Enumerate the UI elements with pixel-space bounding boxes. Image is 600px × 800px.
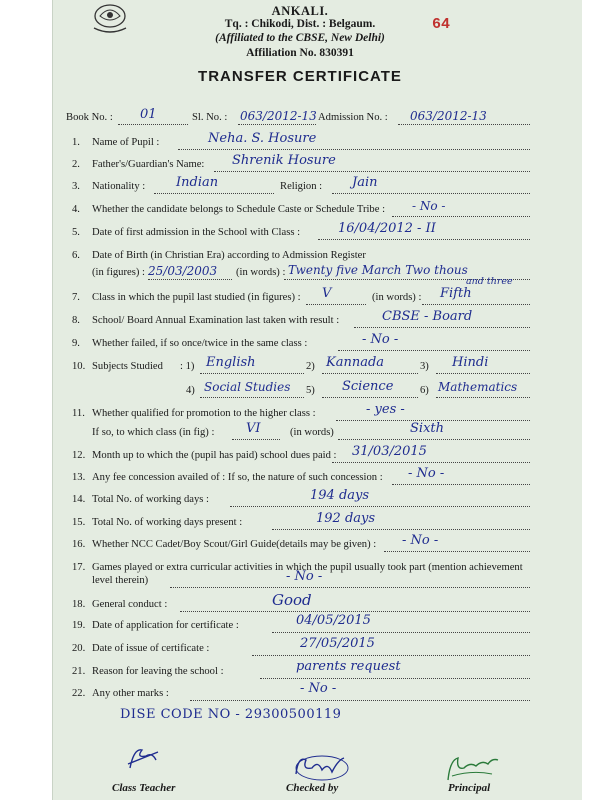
item-number: 13. [72,472,86,483]
issue-date-line [252,655,530,656]
application-date-line [272,632,530,633]
concession-label: Any fee concession availed of : If so, the nature of such concession : [92,472,383,483]
dues-line [332,462,530,463]
other-marks-line [190,700,530,701]
failed-label: Whether failed, if so once/twice in the same class : [92,338,308,349]
item-number: 10. [72,361,86,372]
subject-4-number: 4) [186,385,195,396]
class-teacher-signature-icon [124,742,164,774]
issue-date-value: 27/05/2015 [300,636,375,651]
book-line [118,124,188,125]
item-number: 6. [72,250,80,261]
sl-label: Sl. No. : [192,112,228,123]
days-present-label: Total No. of working days present : [92,517,243,528]
admission-label: Admission No. : [318,112,388,123]
dob-figures-line [148,279,232,280]
item-number: 9. [72,338,80,349]
failed-value: - No - [362,332,399,347]
item-number: 4. [72,204,80,215]
subject-5-value: Science [342,379,394,394]
item-number: 22. [72,688,86,699]
other-marks-value: - No - [300,681,337,696]
promotion-words-value: Sixth [410,421,444,436]
affiliation-note: (Affiliated to the CBSE, New Delhi) [215,32,385,44]
subject-5-number: 5) [306,385,315,396]
promotion-value: - yes - [366,402,405,417]
caste-line [392,216,530,217]
games-value: - No - [286,569,323,584]
item-number: 1. [72,137,80,148]
days-present-value: 192 days [316,511,376,526]
working-days-value: 194 days [310,488,370,503]
exam-line [354,327,530,328]
last-class-words-value: Fifth [440,286,472,301]
item-number: 16. [72,539,86,550]
religion-line [332,193,530,194]
ncc-value: - No - [402,533,439,548]
promotion-label: Whether qualified for promotion to the higher class : [92,408,316,419]
promotion-words-label: (in words) [290,427,334,438]
serial-number: 64 [432,16,451,33]
subject-5-line [322,397,418,398]
exam-value: CBSE - Board [382,309,473,324]
dob-words-continuation: and three [466,276,513,287]
last-class-words-label: (in words) : [372,292,422,303]
checked-by-signature-icon [292,752,350,782]
subject-4-value: Social Studies [204,380,291,394]
subject-6-value: Mathematics [438,380,518,394]
subject-2-number: 2) [306,361,315,372]
item-number: 8. [72,315,80,326]
guardian-value: Shrenik Hosure [232,153,336,168]
application-date-label: Date of application for certificate : [92,620,239,631]
promotion-class-value: VI [246,421,261,436]
leaving-reason-label: Reason for leaving the school : [92,666,224,677]
guardian-line [214,171,530,172]
promotion-class-label: If so, to which class (in fig) : [92,427,215,438]
subject-3-value: Hindi [452,355,489,370]
nationality-line [154,193,274,194]
religion-value: Jain [352,175,378,190]
first-admission-line [318,239,530,240]
exam-label: School/ Board Annual Examination last taken with result : [92,315,340,326]
ncc-line [384,551,530,552]
admission-line [398,124,530,125]
subject-6-line [436,397,530,398]
item-number: 14. [72,494,86,505]
caste-label: Whether the candidate belongs to Schedule Caste or Schedule Tribe : [92,204,386,215]
working-days-label: Total No. of working days : [92,494,209,505]
dues-value: 31/03/2015 [352,444,427,459]
nationality-label: Nationality : [92,181,146,192]
caste-value: - No - [412,199,446,213]
promotion-class-line [232,439,280,440]
concession-value: - No - [408,466,445,481]
leaving-reason-line [260,678,530,679]
subject-2-line [322,373,418,374]
item-number: 12. [72,450,86,461]
pupil-name-value: Neha. S. Hosure [208,131,317,146]
subject-1-line [200,373,304,374]
working-days-line [230,506,530,507]
application-date-value: 04/05/2015 [296,613,371,628]
subject-3-line [436,373,530,374]
item-number: 2. [72,159,80,170]
conduct-label: General conduct : [92,599,168,610]
subject-6-number: 6) [420,385,429,396]
days-present-line [272,529,530,530]
certificate-sheet [52,0,582,800]
item-number: 21. [72,666,86,677]
first-admission-value: 16/04/2012 - II [338,221,436,236]
dob-figures-label: (in figures) : [92,267,145,278]
item-number: 11. [72,408,85,419]
class-teacher-label: Class Teacher [112,782,176,794]
item-number: 19. [72,620,86,631]
last-class-figures-value: V [322,286,332,301]
item-number: 3. [72,181,80,192]
principal-signature-icon [442,752,502,784]
conduct-value: Good [272,591,312,609]
subject-3-number: 3) [420,361,429,372]
ncc-label: Whether NCC Cadet/Boy Scout/Girl Guide(details may be given) : [92,539,377,550]
games-label: Games played or extra curricular activities in which the pupil usually took part (mention achievement [92,562,523,573]
dob-figures-value: 25/03/2003 [148,264,218,278]
book-value: 01 [140,107,157,122]
games-label-continuation: level therein) [92,575,149,586]
sl-line [238,124,316,125]
admission-value: 063/2012-13 [410,109,487,123]
subjects-label: Subjects Studied [92,361,163,372]
pupil-name-label: Name of Pupil : [92,137,160,148]
school-place: ANKALI. [271,4,329,18]
dob-words-value: Twenty five March Two thous [288,263,468,277]
failed-line [338,350,530,351]
leaving-reason-value: parents request [296,659,401,674]
item-number: 15. [72,517,86,528]
conduct-line [180,611,530,612]
subject-1-value: English [206,355,256,370]
school-address: Tq. : Chikodi, Dist. : Belgaum. [224,18,376,30]
subject-4-line [200,397,304,398]
principal-label: Principal [448,782,491,794]
promotion-words-line [338,439,530,440]
page-title: TRANSFER CERTIFICATE [198,68,402,85]
dob-label: Date of Birth (in Christian Era) according to Admission Register [92,250,366,261]
book-label: Book No. : [66,112,113,123]
guardian-label: Father's/Guardian's Name: [92,159,205,170]
item-number: 7. [72,292,80,303]
dues-label: Month up to which the (pupil has paid) school dues paid : [92,450,337,461]
last-class-figures-line [306,304,366,305]
item-number: 5. [72,227,80,238]
games-line [170,587,530,588]
first-admission-label: Date of first admission in the School with Class : [92,227,301,238]
religion-label: Religion : [280,181,323,192]
checked-by-label: Checked by [286,782,339,794]
concession-line [392,484,530,485]
dob-words-label: (in words) : [236,267,286,278]
subject-2-value: Kannada [326,355,385,370]
item-number: 17. [72,562,86,573]
subject-1-number: : 1) [180,361,195,372]
pupil-name-line [178,149,530,150]
nationality-value: Indian [176,175,219,190]
last-class-label: Class in which the pupil last studied (in figures) : [92,292,301,303]
other-marks-label: Any other marks : [92,688,169,699]
sl-value: 063/2012-13 [240,109,317,123]
last-class-words-line [422,304,530,305]
item-number: 18. [72,599,86,610]
item-number: 20. [72,643,86,654]
issue-date-label: Date of issue of certificate : [92,643,210,654]
affiliation-number: Affiliation No. 830391 [246,47,354,59]
dise-code: DISE CODE NO - 29300500119 [120,707,342,722]
